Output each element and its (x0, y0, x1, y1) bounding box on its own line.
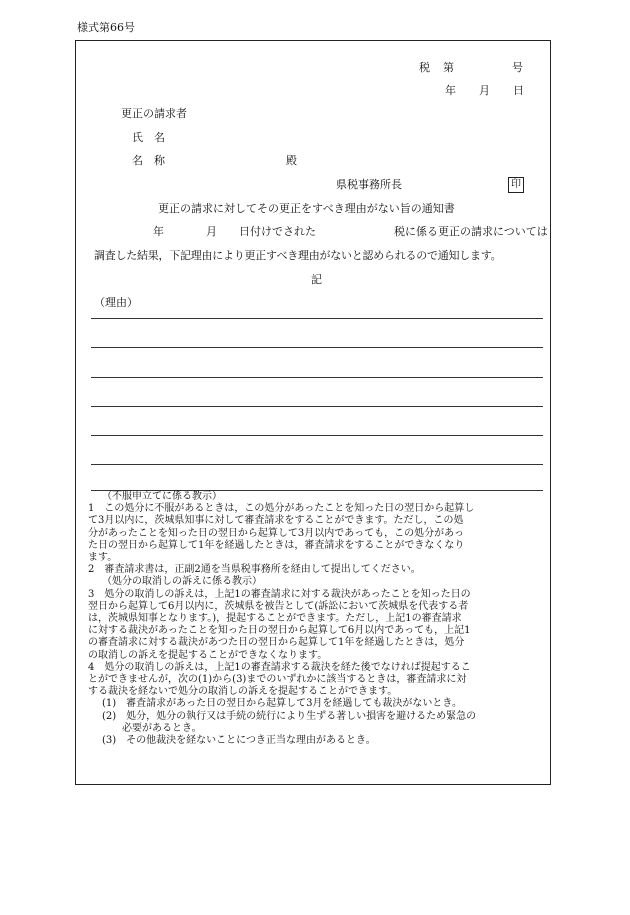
date-month: 月 (479, 84, 490, 97)
notice-subitem: (1) 審査請求があった日の翌日から起算して3月を経過しても裁決がないとき。 (102, 698, 463, 710)
notice-line: て3月以内に，茨城県知事に対して審査請求をすることができます。ただし，この処 (88, 515, 464, 527)
reason-line (91, 464, 543, 465)
notice-line: とができませんが，次の(1)から(3)までのいずれかに該当するときは，審査請求に対 (88, 674, 467, 686)
reason-line (91, 435, 543, 436)
body-rest: 税に係る更正の請求については (394, 225, 548, 238)
body-year: 年 (153, 225, 164, 238)
notice-subitem-cont: 必要があるとき。 (122, 722, 202, 734)
ki-mark: 記 (311, 273, 322, 286)
date-day: 日 (513, 84, 524, 97)
reason-label: （理由） (94, 296, 138, 309)
reason-line (91, 377, 543, 378)
requester-heading: 更正の請求者 (121, 107, 187, 120)
notice-line: は，茨城県知事となります。)，提起することができます。ただし，上記1の審査請求 (88, 613, 462, 625)
notice-heading: （処分の取消しの訴えに係る教示） (102, 576, 262, 588)
notice-line: た日の翌日から起算して1年を経過したときは，審査請求をすることができなくなり (88, 539, 465, 551)
notice-line: ます。 (88, 552, 118, 564)
notice-line: の審査請求に対する裁決があつた日の翌日から起算して1年を経過したときは，処分 (88, 637, 465, 649)
notice-line: 4 処分の取消しの訴えは，上記1の審査請求する裁決を経た後でなければ提起するこ (88, 661, 471, 673)
notice-subitem: (3) その他裁決を経ないことにつき正当な理由があるとき。 (102, 735, 376, 747)
office-chief: 県税事務所長 (336, 178, 402, 191)
date-year: 年 (445, 84, 456, 97)
notice-block (88, 491, 548, 747)
document-title: 更正の請求に対してその更正をすべき理由がない旨の通知書 (158, 202, 455, 215)
notice-subitem: (2) 処分，処分の執行又は手続の続行により生ずる著しい損害を避けるため緊急の (102, 710, 477, 722)
notice-line: の取消しの訴えを提起することができなくなります。 (88, 649, 328, 661)
body-dated: 日付けでされた (239, 225, 316, 238)
notice-line: 1 この処分に不服があるときは，この処分があったことを知った日の翌日から起算し (88, 503, 475, 515)
body-line-2: 調査した結果，下記理由により更正すべき理由がないと認められるので通知します。 (94, 249, 502, 262)
notice-line: に対する裁決があったことを知った日の翌日から起算して6月以内であっても，上記1 (88, 625, 471, 637)
doc-ref-prefix: 税 (419, 61, 430, 74)
reason-line (91, 347, 543, 348)
honorific: 殿 (286, 154, 297, 167)
notice-line: 2 審査請求書は，正副2通を当県税事務所を経由して提出してください。 (88, 564, 421, 576)
body-month: 月 (206, 225, 217, 238)
notice-line: する裁決を経ないで処分の取消しの訴えを提起することができます。 (88, 686, 398, 698)
notice-line: 3 処分の取消しの訴えは，上記1の審査請求に対する裁決があったことを知った日の (88, 588, 471, 600)
form-number: 様式第66号 (77, 21, 135, 34)
title-label: 名 称 (132, 154, 165, 167)
notice-line: 分があったことを知った日の翌日から起算して3月以内であっても，この処分があっ (88, 527, 465, 539)
notice-line: 翌日から起算して6月以内に，茨城県を被告として(訴訟において茨城県を代表する者 (88, 600, 469, 612)
reason-line (91, 318, 543, 319)
seal-mark: 印 (508, 177, 524, 193)
name-label: 氏 名 (132, 131, 165, 144)
doc-ref-dai: 第 (443, 61, 454, 74)
notice-heading: （不服申立てに係る教示） (102, 491, 222, 502)
doc-ref-go: 号 (512, 61, 523, 74)
reason-line (91, 406, 543, 407)
